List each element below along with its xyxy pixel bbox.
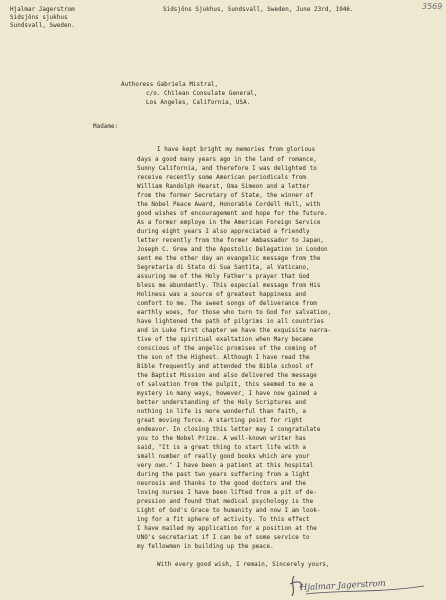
body-line: have lightened the path of pilgrims in all countries [137,319,325,325]
body-line: great moving force. A starting point for right [137,418,303,424]
body-line: of salvation from the pulpit, this seemed to me a [137,382,314,388]
body-line: nothing in life is more wonderful than faith, a [137,409,307,415]
body-line: receive recently some American periodicals from [137,175,307,181]
body-line: assuring me of the Holy Father's prayer that God [137,274,310,280]
body-line: conscious of the angelic promises of the coming of [137,346,317,352]
sender-hospital: Sidsjöns sjukhus [10,15,68,21]
body-line: pression and found that medical psychology is the [137,499,314,505]
body-line: mystery in many ways, however, I have now gained a [137,391,317,397]
body-line: during the past two years suffering from a light [137,472,310,478]
body-line: days a good many years ago in the land of romance, [137,157,317,163]
body-line: you to the Nobel Prize. A well-known writer has [137,436,307,442]
body-line: better understanding of the Holy Scriptures and [137,400,307,406]
body-line: Bible frequently and attended the Bible school of [137,364,314,370]
body-line: comfort to me. The sweet songs of deliverance from [137,301,317,307]
body-line: Sunny California, and therefore I was delighted to [137,166,317,172]
body-line: from the former Secretary of State, the winner of [137,193,314,199]
signature-name: Hjalmar Jagerstrom [299,578,386,594]
place-date: Sidsjöns Sjukhus, Sundsvall, Sweden, June 23rd, 1946. [163,7,354,13]
recipient-care-of: c/o. Chilean Consulate General, [146,91,258,97]
body-line: Holiness was a source of greatest happiness and [137,292,307,298]
closing-line: With every good wish, I remain, Sincerely yours, [157,562,330,568]
body-line: good wishes of encouragement and hope for the future. [137,211,328,217]
body-line: letter recently from the former Ambassador to Japan, [137,238,325,244]
body-line: said, "It is a great thing to start life with a [137,445,307,451]
body-line: ing for a fit sphere of activity. To this effect [137,517,310,523]
body-line: small number of really good books which are your [137,454,310,460]
body-line: and in Luke first chapter we have the exquisite narra- [137,328,332,334]
body-line: my fellowmen in building up the peace. [137,544,274,550]
salutation: Madame: [93,124,119,130]
archive-number: 3569 [422,2,443,11]
body-line: the Baptist Mission and also delivered the message [137,373,317,379]
body-line: As a former employe in the American Foreign Service [137,220,321,226]
body-line: endeavor. In closing this letter may I congratulate [137,427,321,433]
body-line: very own." I have been a patient at this hospital [137,463,314,469]
recipient-name: Authoress Gabriela Mistral, [121,82,219,88]
body-line: Joseph C. Grew and the Apostolic Delegation in London [137,247,328,253]
body-line: loving nurses I have been lifted from a pit of de- [137,490,317,496]
body-line: during eight years I also appreciated a friendly [137,229,310,235]
handwritten-signature [288,572,428,598]
body-line: I have mailed my application for a position at the [137,526,317,532]
body-line: bless me abundantly. This especial message from His [137,283,321,289]
body-line: UNO's secretariat if I can be of some service to [137,535,310,541]
body-line: earthly woes, for those who turn to God for salvation, [137,310,332,316]
body-line: neurosis and thanks to the good doctors and the [137,481,307,487]
body-line: sent me the other day an evangelic message from the [137,256,321,262]
body-line: the Nobel Peace Award, Honorable Cordell Hull, with [137,202,321,208]
body-line: I have kept bright my memories from glorious [157,147,316,153]
body-line: Segretaria di Stato di Sua Santita, al Vaticano, [137,265,310,271]
body-line: the son of the Highest. Although I have read the [137,355,310,361]
sender-name: Hjalmar Jagerstrom [10,7,75,13]
recipient-city: Los Angeles, California, USA. [146,100,251,106]
body-line: tive of the spiritual exaltation when Mary became [137,337,314,343]
body-line: Light of God's Grace to humanity and now I am look- [137,508,321,514]
body-line: William Randolph Hearst, Oma Simeon and a letter [137,184,310,190]
sender-city: Sundsvall, Sweden. [10,23,75,29]
